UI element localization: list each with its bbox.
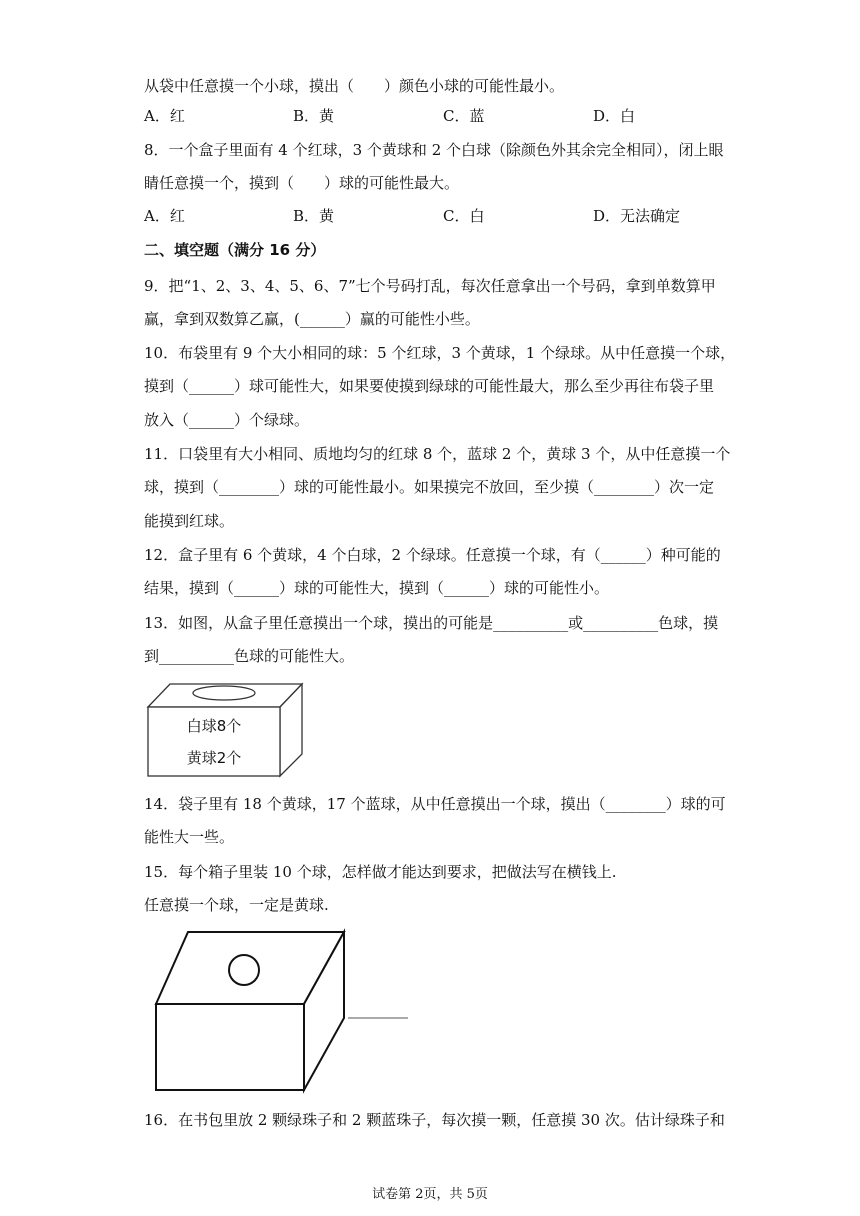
q12-line-1: 12．盒子里有 6 个黄球，4 个白球，2 个绿球。任意摸一个球，有（______）种可能的 [144, 546, 721, 564]
q7-stem: 从袋中任意摸一个小球，摸出（ ）颜色小球的可能性最小。 [144, 77, 565, 95]
q7-option-c: C．蓝 [443, 107, 485, 125]
q14-line-1: 14．袋子里有 18 个黄球，17 个蓝球，从中任意摸出一个球，摸出（________）球的可 [144, 795, 726, 813]
q8-option-c: C．白 [443, 207, 485, 225]
q15-line-1: 15．每个箱子里装 10 个球，怎样做才能达到要求，把做法写在横钱上. [144, 863, 617, 881]
q7-option-a: A．红 [144, 107, 185, 125]
q7-option-b: B．黄 [293, 107, 335, 125]
q9-line-1: 9．把“1、2、3、4、5、6、7”七个号码打乱，每次任意拿出一个号码，拿到单数算甲 [144, 277, 716, 295]
q13-line-1: 13．如图，从盒子里任意摸出一个球，摸出的可能是__________或__________色球，摸 [144, 614, 719, 632]
q11-line-1: 11．口袋里有大小相同、质地均匀的红球 8 个，蓝球 2 个，黄球 3 个，从中任意摸一个 [144, 445, 731, 463]
q8-line-1: 8．一个盒子里面有 4 个红球，3 个黄球和 2 个白球（除颜色外其余完全相同），闭上眼 [144, 141, 724, 159]
q15-line-2: 任意摸一个球，一定是黄球. [144, 896, 329, 914]
q16-line-1: 16．在书包里放 2 颗绿珠子和 2 颗蓝珠子，每次摸一颗，任意摸 30 次。估计绿珠子和 [144, 1111, 725, 1129]
q11-line-2: 球，摸到（________）球的可能性最小。如果摸完不放回，至少摸（________）次一定 [144, 478, 715, 496]
q14-line-2: 能性大一些。 [144, 828, 235, 846]
q9-line-2: 赢，拿到双数算乙赢，(______）赢的可能性小些。 [144, 310, 480, 328]
q10-line-3: 放入（______）个绿球。 [144, 411, 310, 429]
q12-line-2: 结果，摸到（______）球的可能性大，摸到（______）球的可能性小。 [144, 579, 610, 597]
page-footer: 试卷第 2页，共 5页 [372, 1187, 488, 1202]
box-hole [229, 955, 259, 985]
box-opening [193, 686, 255, 700]
q15-box-figure [152, 928, 412, 1094]
q8-line-2: 睛任意摸一个，摸到（ ）球的可能性最大。 [144, 174, 460, 192]
section-title: 二、填空题（满分 16 分） [144, 241, 326, 259]
box-label-yellow: 黄球2个 [186, 749, 242, 767]
q8-option-a: A．红 [144, 207, 185, 225]
q10-line-2: 摸到（______）球可能性大，如果要使摸到绿球的可能性最大，那么至少再往布袋子里 [144, 377, 715, 395]
box-label-white: 白球8个 [186, 717, 242, 735]
q8-option-d: D．无法确定 [593, 207, 681, 225]
q13-box-figure [146, 682, 304, 778]
box-front-face [156, 1004, 304, 1090]
q11-line-3: 能摸到红球。 [144, 512, 235, 530]
q10-line-1: 10．布袋里有 9 个大小相同的球：5 个红球，3 个黄球，1 个绿球。从中任意摸一个球， [144, 344, 736, 362]
q13-line-2: 到__________色球的可能性大。 [144, 647, 355, 665]
q7-option-d: D．白 [593, 107, 636, 125]
q8-option-b: B．黄 [293, 207, 335, 225]
